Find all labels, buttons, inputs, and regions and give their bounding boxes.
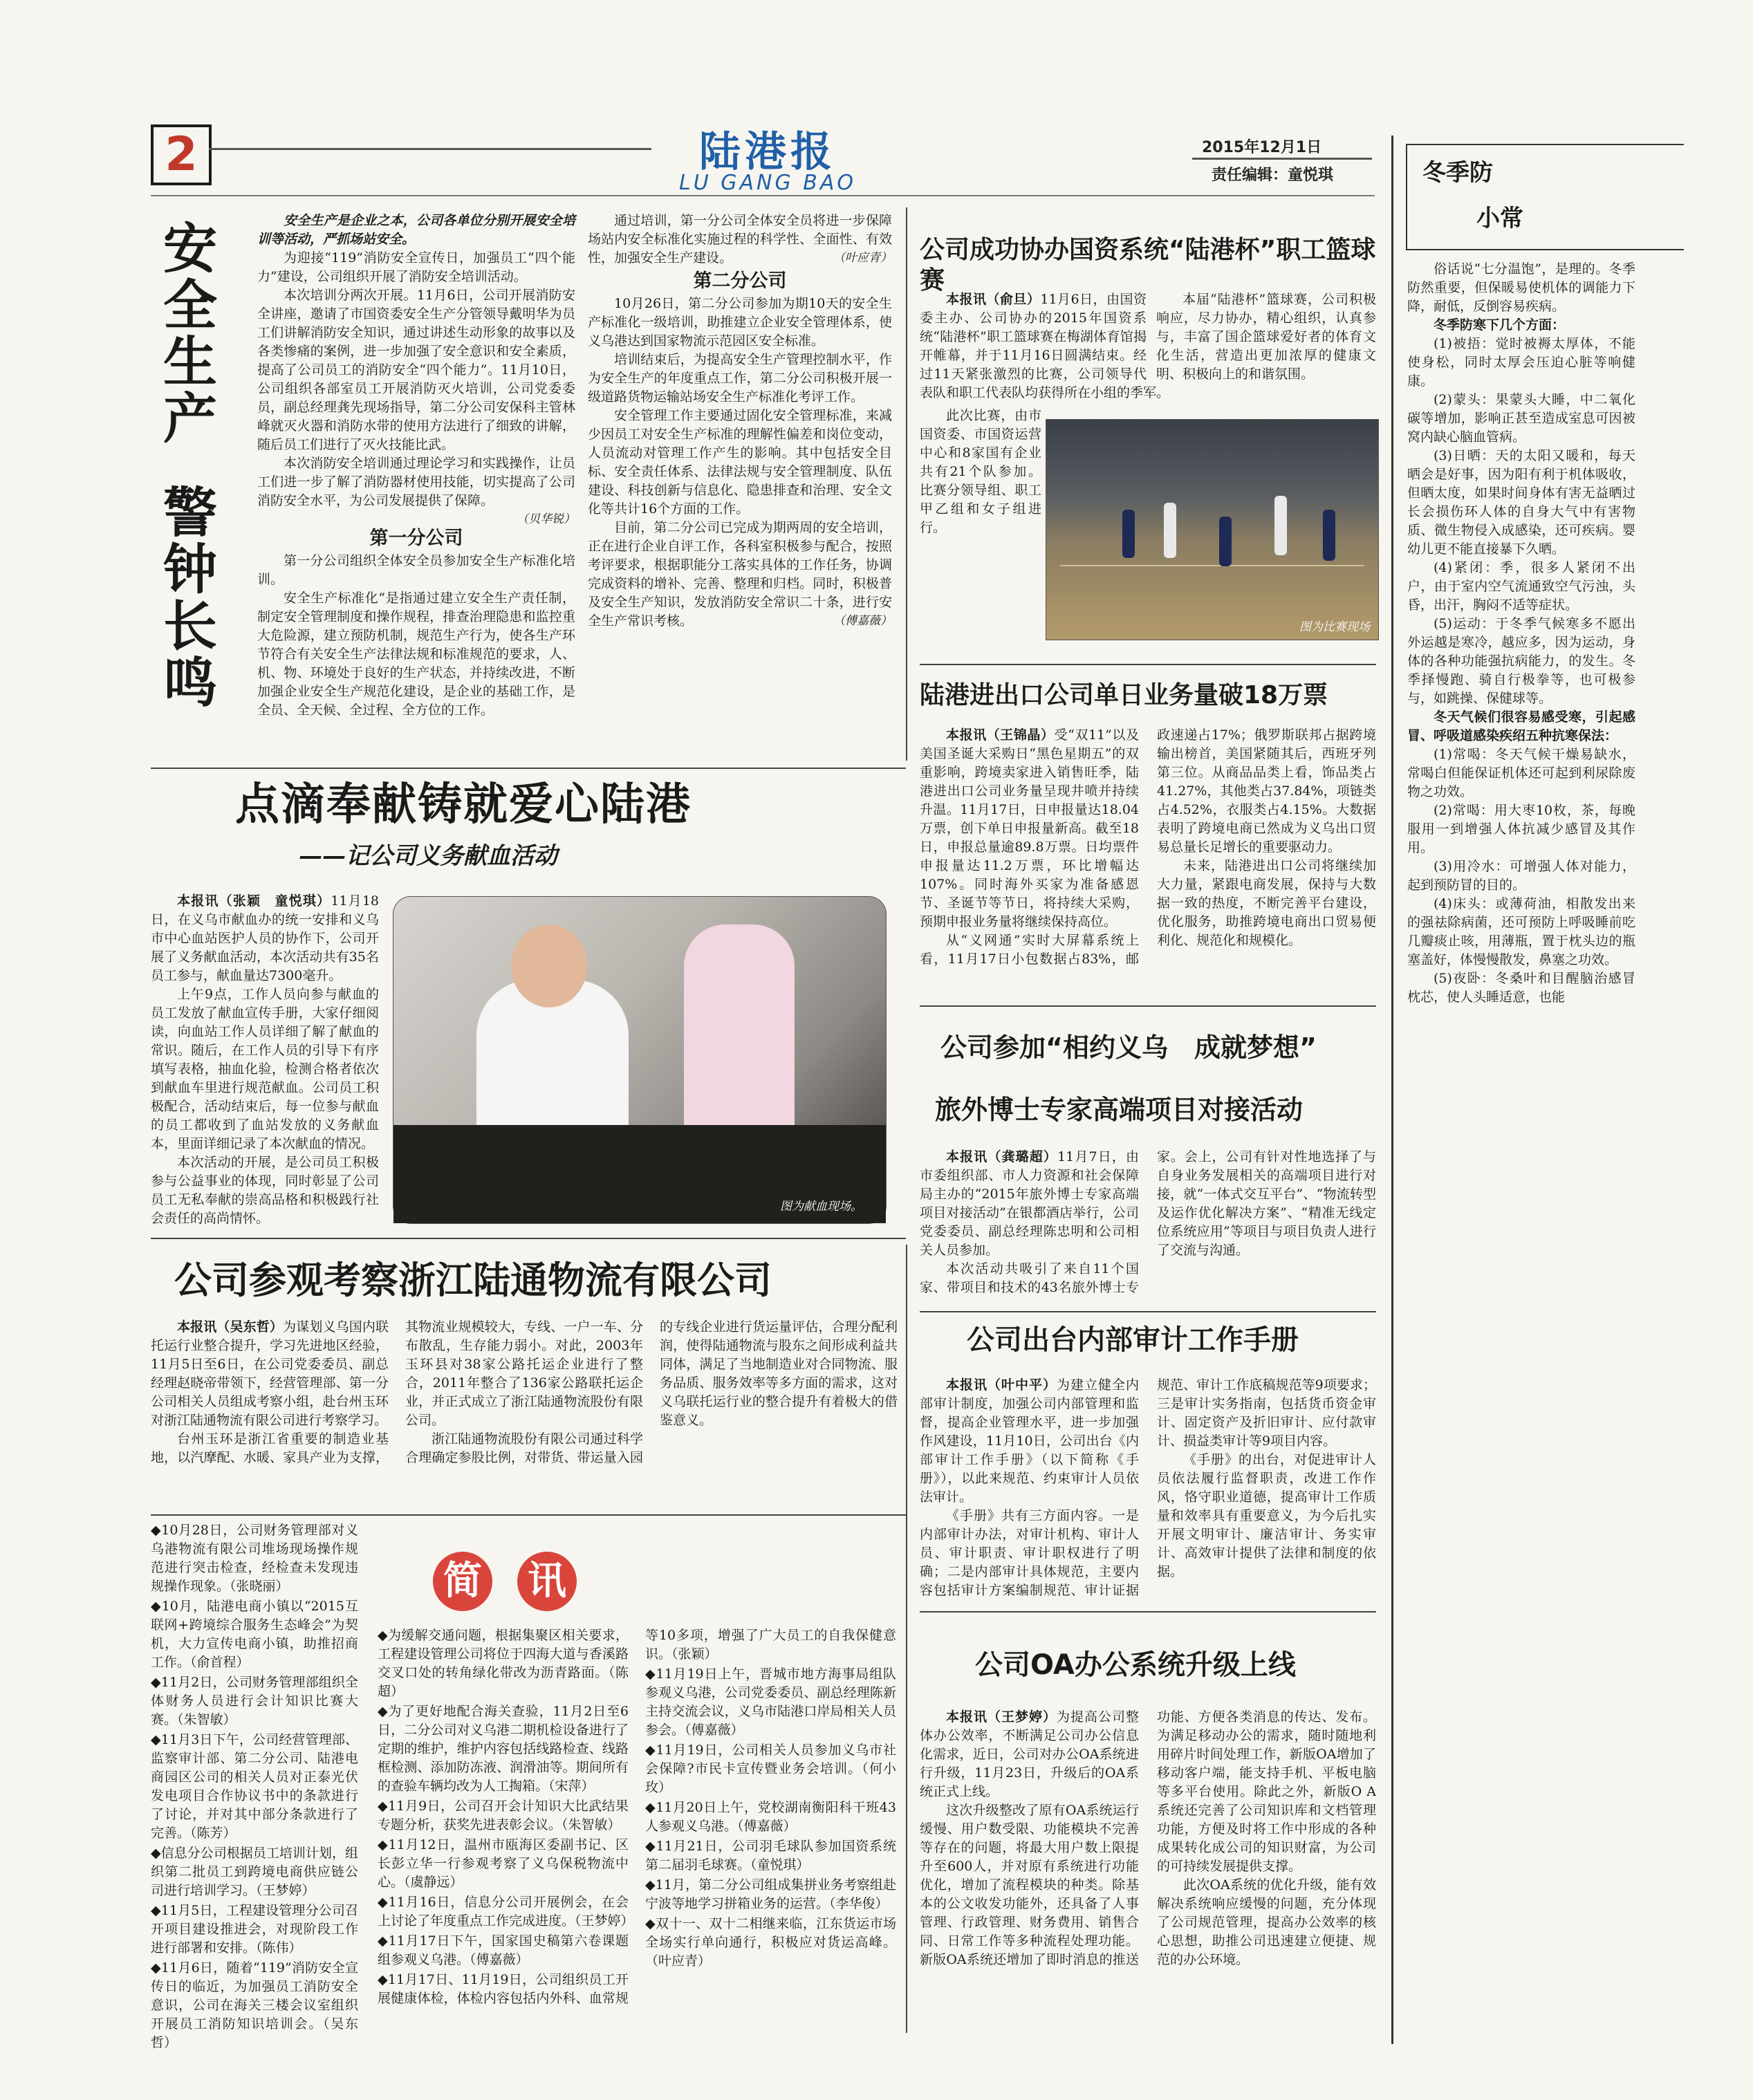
brief-column-left (151, 1521, 358, 2050)
editor-credit: 责任编辑：童悦琪 (1212, 167, 1334, 184)
winter-sub2: 冬天气候们很容易感受寒，引起感冒、呼吸道感染疾绍五种抗寒保法： (1407, 709, 1635, 743)
photo-player (1164, 503, 1176, 558)
brief-column-mid (378, 1626, 896, 2033)
winter-p6: (5)运动：于冬季气候寒多不愿出外运越是寒冷，越应多，因为运动，身体的各种功能强抗病能力，的发生。冬季择慢跑、骑自行极拳等，也可极参与，如跳操、保健球等。 (1407, 616, 1635, 706)
brief-item: ◆为缓解交通问题，根据集聚区相关要求，工程建设管理公司将位于四海大道与香溪路交叉口处的转角绿化带改为沥青路面。（陈超） (378, 1628, 629, 1699)
brief-item: ◆11月，第二分公司组成集拼业务考察组赴宁波等地学习拼箱业务的运营。（李华俊） (645, 1877, 896, 1911)
blood-p3: 本次活动的开展，是公司员工积极参与公益事业的体现，同时彰显了公司员工无私奉献的崇高品格和积极践行社会责任的高尚情怀。 (151, 1155, 379, 1226)
safety-p4: 第一分公司组织全体安全员参加安全生产标准化培训。 (257, 553, 575, 587)
divider-basketball-bottom (920, 664, 1376, 665)
blood-photo (393, 896, 887, 1224)
safety-title-2: 警钟长鸣 (154, 484, 216, 711)
masthead-logo (664, 128, 871, 195)
winter-title-2: 小常 (1476, 205, 1523, 232)
zhejiang-p2: 台州玉环是浙江省重要的制造业基地，以汽摩配、水暖、家具产业为支撑，其物流业规模较大，专线、一户一车、分布散乱，生存能力弱小。对此，2003年玉环县对38家公路托运企业进行了整合，2011年整合了136家公路联托运企业，并正式成立了浙江陆通物流股份有限公司。 (151, 1319, 643, 1465)
masthead-pinyin: LU GANG BAO (679, 171, 856, 195)
safety-title-1: 安全生产 (154, 220, 216, 447)
winter-title-1: 冬季防 (1422, 159, 1493, 187)
page-number-text: 2 (165, 127, 198, 182)
safety-p6: 通过培训，第一分公司全体安全员将进一步保障场站内安全标准化实施过程的科学性、全面性、有效性，加强安全生产建设。 (588, 213, 892, 266)
basketball-title: 公司成功协办国资系统“陆港杯”职工篮球赛 (920, 236, 1376, 295)
basketball-byline: 本报讯（俞旦） (946, 292, 1041, 307)
safety-p10: 目前，第二分公司已完成为期两周的安全培训，正在进行企业自评工作，各科室积极参与配合，按照考评要求，根据职能分工落实具体的工作任务，协调完成资料的增补、完善、整理和归档。同时，积极普及安全生产知识，发放消防安全常识二十条，进行安全生产常识考核。 (588, 520, 892, 629)
brief-item: ◆11月20日上午，党校湖南衡阳科干班43人参观义乌港。（傅嘉薇） (645, 1800, 896, 1834)
blood-caption: 图为献血现场。 (780, 1200, 862, 1214)
safety-p2: 本次培训分两次开展。11月6日，公司开展消防安全讲座，邀请了市国资委安全生产分管领导戴明华为员工们讲解消防安全知识，通过讲述生动形象的故事以及各类惨痛的案例，进一步加强了安全意识和安全素质，提高了公司员工的消防安全“四个能力”。11月10日，公司组织各部室员工开展消防灭火培训，公司党委委员，副总经理龚先现场指导，第二分公司安保科主管林峰就灭火器和消防水带的使用方法进行了细致的讲解，随后员工们进行了灭火技能比武。 (257, 288, 575, 452)
export-p1: 受“双11”以及美国圣诞大采购日“黑色星期五”的双重影响，跨境卖家进入销售旺季，陆港进出口公司业务量呈现井喷并持续升温。11月17日，日申报量达18.04万票，创下单日申报量新高。截至18日，申报总量逾89.8万票。日均票件申报量达11.2万票，环比增幅达107%。同时海外买家为准备感恩节、圣诞节等节日，将持续大采购，预期申报业务量将继续保持高位。 (920, 727, 1139, 929)
brief-item: ◆11月6日，随着“119”消防安全宣传日的临近，为加强员工消防安全意识，公司在海关三楼会议室组织开展员工消防知识培训会。（吴东哲） (151, 1960, 358, 2050)
basketball-p2-block (1156, 290, 1376, 384)
winter-p8: (2)常喝：用大枣10枚，茶，每晚服用一到增强人体抗减少感冒及其作用。 (1407, 803, 1635, 855)
zhejiang-p3: 浙江陆通物流股份有限公司通过科学合理确定参股比例，对带货、带运量入园的专线企业进行货运量评估，合理分配利润，使得陆通物流与股东之间形成利益共同体，满足了当地制造业对合同物流、服务品质、服务效率等多方面的需求，这对义乌联托运行业的整合提升有着极大的借鉴意义。 (405, 1319, 898, 1465)
blood-byline: 本报讯（张颖 童悦琪） (177, 893, 331, 909)
export-p2: 从“义网通”实时大屏幕系统上看，11月17日小包数据占83%，邮政速递占17%；俄罗斯联邦占据跨境输出榜首，美国紧随其后，西班牙列第三位。从商品品类上看，饰品类占41.27%，其他类占37.84%，项链类占4.52%，衣服类占4.15%。大数据表明了跨境电商已然成为义乌出口贸易总量长足增长的重要驱动力。 (920, 727, 1376, 967)
winter-text (1407, 260, 1635, 2030)
safety-p10-sig: （傅嘉薇） (833, 614, 892, 628)
brief-badge-2-text: 讯 (528, 1559, 566, 1604)
masthead-title: 陆港报 (699, 128, 836, 176)
winter-p11: (5)夜卧：冬桑叶和目醒脑治感冒枕芯，使人头睡适意，也能 (1407, 971, 1635, 1005)
brief-item: ◆11月19日，公司相关人员参加义乌市社会保障?市民卡宣传暨业务会培训。（何小玫） (645, 1743, 896, 1795)
boshi-byline: 本报讯（龚璐超） (946, 1149, 1058, 1164)
divider-center (906, 1245, 907, 2033)
winter-strip (1391, 136, 1635, 2044)
brief-item: ◆11月17日、11月19日，公司组织员工开展健康体检，体检内容包括内外科、血常规等10多项，增强了广大员工的自我保健意识。（张颖） (378, 1628, 896, 2006)
header-rule-under (151, 195, 1375, 196)
safety-column-2 (588, 212, 892, 758)
header-rule-left (209, 148, 651, 150)
basketball-photo (1046, 419, 1379, 640)
brief-item: ◆11月21日，公司羽毛球队参加国资系统第二届羽毛球赛。（童悦琪） (645, 1839, 896, 1873)
photo-player (1274, 496, 1287, 555)
brief-item: ◆11月9日，公司召开会计知识大比武结果专题分析，获奖先进表彰会议。（朱智敏） (378, 1799, 629, 1832)
winter-p9: (3)用冷水：可增强人体对能力，起到预防冒的目的。 (1407, 859, 1635, 893)
brief-item: ◆为了更好地配合海关查验，11月2日至6日，二分公司对义乌港二期机检设备进行了定期的维护，维护内容包括线路检查、线路框检测、添加防冻液、润滑油等。期间所有的查验车辆均改为人工掏箱。（宋萍） (378, 1704, 629, 1794)
brief-item: ◆10月，陆港电商小镇以“2015互联网+跨境综合服务生态峰会”为契机，大力宣传电商小镇，助推招商工作。（俞首程） (151, 1599, 358, 1670)
safety-sub2: 第二分公司 (693, 270, 787, 292)
audit-byline: 本报讯（叶中平） (946, 1377, 1057, 1393)
divider-safety-right (906, 207, 907, 761)
safety-p3: 本次消防安全培训通过理论学习和实践操作，让员工们进一步了解了消防器材使用技能，切实提高了公司消防安全水平，为公司发展提供了保障。 (257, 456, 575, 508)
boshi-p2: 本次活动共吸引了来自11个国家、带项目和技术的43名旅外博士专家。会上，公司有针对性地选择了与自身业务发展相关的高端项目进行对接，就“一体式交互平台”、“物流转型及运作优化解决方案”、“精准无线定位系统应用”等项目与项目负责人进行了交流与沟通。 (920, 1149, 1376, 1295)
brief-item: ◆11月16日，信息分公司开展例会，在会上讨论了年度重点工作完成进度。（王梦婷） (378, 1895, 634, 1929)
blood-subtitle: ——记公司义务献血活动 (299, 842, 557, 870)
blood-p2: 上午9点，工作人员向参与献血的员工发放了献血宣传手册，大家仔细阅读，向血站工作人员详细了解了献血的常识。随后，在工作人员的引导下有序填写表格，抽血化验，检测合格者依次到献血车里进行规范献血。公司员工积极配合，活动结束后，每一位参与献血的员工都收到了血站发放的义务献血本，里面详细记录了本次献血的情况。 (151, 987, 379, 1151)
brief-badge-2 (517, 1552, 577, 1611)
winter-p7: (1)常喝：冬天气候干燥易缺水，常喝白但能保证机体还可起到利尿除废物之功效。 (1407, 747, 1635, 799)
brief-item: ◆11月5日，工程建设管理分公司召开项目建设推进会，对现阶段工作进行部署和安排。（陈伟） (151, 1903, 358, 1955)
brief-item: ◆11月17日下午，国家国史稿第六卷课题组参观义乌港。（傅嘉薇） (378, 1933, 629, 1967)
header-rule-right (1192, 158, 1372, 160)
zhejiang-title: 公司参观考察浙江陆通物流有限公司 (174, 1258, 772, 1302)
divider-export-bottom (920, 1005, 1376, 1007)
oa-p3: 此次OA系统的优化升级，能有效解决系统响应缓慢的问题，充分体现了公司规范管理，提高办公效率的核心思想，助推公司迅速建立便捷、规范的办公环境。 (1157, 1877, 1376, 1967)
winter-p1: 俗话说“七分温饱”，是理的。冬季防然重要，但保暖易使机体的调能力下降，耐低，反倒容易疾病。 (1407, 261, 1635, 314)
divider-blood-top (151, 768, 906, 769)
brief-badge-1-text: 简 (443, 1559, 482, 1604)
safety-p6-sig: （叶应青） (833, 251, 892, 265)
divider-briefs-top (151, 1514, 906, 1516)
oa-title: 公司OA办公系统升级上线 (975, 1649, 1296, 1681)
blood-p1: 11月18日，在义乌市献血办的统一安排和义乌市中心血站医护人员的协作下，公司开展了义务献血活动，本次活动共有35名员工参与，献血量达7300毫升。 (151, 893, 379, 983)
brief-item: ◆信息分公司根据员工培训计划，组织第二批员工到跨境电商供应链公司进行培训学习。（王梦婷） (151, 1846, 358, 1898)
safety-p9: 安全管理工作主要通过固化安全管理标准，来减少因员工对安全生产标准的理解性偏差和岗位变动，人员流动对管理工作产生的影响。其中包括安全目标、安全责任体系、法律法规与安全管理制度、队伍建设、科技创新与信息化、隐患排查和治理、安全文化等共计16个方面的工作。 (588, 408, 892, 517)
safety-sub1: 第一分公司 (369, 528, 463, 549)
brief-item: ◆11月2日，公司财务管理部组织全体财务人员进行会计知识比赛大赛。（朱智敏） (151, 1675, 358, 1727)
safety-p7: 10月26日，第二分公司参加为期10天的安全生产标准化一级培训，助推建立企业安全管理体系，使义乌港达到国家物流示范园区安全标准。 (588, 296, 892, 349)
photo-player (1122, 510, 1135, 558)
zhejiang-p1: 为谋划义乌国内联托运行业整合提升，学习先进地区经验，11月5日至6日，在公司党委委员、副总经理赵晓帝带领下，经营管理部、第一分公司相关人员组成考察小组，赴台州玉环对浙江陆通物流有限公司进行考察学习。 (151, 1319, 389, 1428)
safety-p1: 为迎接“119”消防安全宣传日，加强员工“四个能力”建设，公司组织开展了消防安全培训活动。 (257, 250, 575, 284)
safety-column-1 (257, 212, 575, 737)
boshi-p1: 11月7日，由市委组织部、市人力资源和社会保障局主办的“2015年旅外博士专家高端项目对接活动”在银都酒店举行，公司党委委员、副总经理陈忠明和公司相关人员参加。 (920, 1149, 1139, 1258)
oa-p1: 为提高公司整体办公效率，不断满足公司办公信息化需求，近日，公司对办公OA系统进行升级，11月23日，升级后的OA系统正式上线。 (920, 1709, 1139, 1799)
safety-p8: 培训结束后，为提高安全生产管理控制水平，作为安全生产的年度重点工作，第二分公司积极开展一级道路货物运输站场安全生产标准化考评工作。 (588, 352, 892, 405)
brief-item: ◆双十一、双十二相继来临，江东货运市场全场实行单向通行，积极应对货运高峰。（叶应青） (645, 1916, 896, 1969)
brief-item: ◆11月12日，温州市瓯海区委副书记、区长彭立华一行参观考察了义乌保税物流中心。（虞静远） (378, 1837, 629, 1890)
winter-sub1: 冬季防寒下几个方面： (1434, 317, 1566, 333)
photo-player (1323, 510, 1335, 561)
photo-donor-head (511, 924, 587, 1007)
photo-player (1219, 517, 1232, 566)
basketball-p3-block (920, 407, 1041, 537)
oa-p2: 这次升级整改了原有OA系统运行缓慢、用户数受限、功能模块不完善等存在的问题，将最大用户数上限提升至600人，并对原有系统进行功能优化，增加了流程模块的种类。除基本的公文收发功能外，还具备了人事管理、行政管理、财务费用、销售合同、日常工作等多种流程处理功能。新版OA系统还增加了即时消息的推送功能、方便各类消息的传达、发布。为满足移动办公的需求，随时随地利用碎片时间处理工作，新版OA增加了移动客户端，能支持手机、平板电脑等多平台使用。除此之外，新版O A系统还完善了公司知识库和文档管理功能，方便及时将工作中形成的各种成果转化成公司的知识财富，为公司的可持续发展提供支撑。 (920, 1709, 1376, 1967)
audit-title: 公司出台内部审计工作手册 (967, 1324, 1299, 1356)
blood-text (151, 892, 379, 1226)
photo-court-lines (1060, 565, 1364, 566)
safety-p5: 安全生产标准化”是指通过建立安全生产责任制，制定安全管理制度和操作规程，排查治理隐患和监控重大危险源，建立预防机制，规范生产行为，使各生产环节符合有关安全生产法律法规和标准规范的要求，人、机、物、环境处于良好的生产状态，并持续改进，不断加强企业安全生产规范化建设，是企业的基础工作，是全员、全天候、全过程、全方位的工作。 (257, 591, 575, 718)
oa-text (920, 1708, 1376, 2033)
winter-p2: (1)被捂：觉时被褥太厚体，不能使身松，同时太厚会压迫心脏等响健康。 (1407, 336, 1635, 389)
winter-p10: (4)床头：或薄荷油，相散发出来的强祛除病菌，还可预防上呼吸睡前吃几瓣痰止咳，用薄瓶，置于枕头边的瓶塞盖好，体慢慢散发，鼻塞之功效。 (1407, 896, 1635, 967)
audit-text (920, 1376, 1376, 1604)
winter-p4: (3)日晒：天的太阳又暖和，每天晒会是好事，因为阳有利于机体吸收，但晒太度，如果时间身体有害无益晒过长会损伤环人体的自身大气中有害物质、微生物侵入成感染，还可疾病。婴幼儿更不能直接暴下久晒。 (1407, 448, 1635, 557)
audit-p1: 为建立健全内部审计制度，加强公司内部管理和监督，提高企业管理水平，进一步加强作风建设，11月10日，公司出台《内部审计工作手册》（以下简称《手册》），以此来规范、约束审计人员依法审计。 (920, 1377, 1139, 1505)
brief-item: ◆11月19日上午，晋城市地方海事局组队参观义乌港，公司党委委员、副总经理陈新主持交流会议，义乌市陆港口岸局相关人员参会。（傅嘉薇） (645, 1666, 896, 1738)
boshi-text (920, 1148, 1376, 1307)
divider-boshi-bottom (920, 1311, 1376, 1312)
brief-item: ◆11月3日下午，公司经营管理部、监察审计部、第二分公司、陆港电商园区公司的相关人员对正泰光伏发电项目合作协议书中的条款进行了讨论，并对其中部分条款进行了完善。（陈芳） (151, 1732, 358, 1841)
basketball-p2: 本届“陆港杯”篮球赛，公司积极响应，尽力协办，精心组织，认真参与，丰富了国企篮球爱好者的体育文化生活，营造出更加浓厚的健康文明、积极向上的和谐氛围。 (1156, 292, 1376, 382)
brief-item: ◆10月28日，公司财务管理部对义乌港物流有限公司堆场现场操作规范进行突击检查，经检查未发现违规操作现象。（张晓丽） (151, 1523, 358, 1594)
divider-blood-bottom (151, 1238, 906, 1239)
winter-p3: (2)蒙头：果蒙头大睡，中二氧化碳等增加，影响正甚至造成室息可因被窝内缺心脑血管病。 (1407, 392, 1635, 445)
basketball-p3: 此次比赛，由市国资委、市国资运营中心和8家国有企业共有21个队参加。比赛分领导组、职工甲乙组和女子组进行。 (920, 408, 1041, 535)
oa-byline: 本报讯（王梦婷） (946, 1709, 1057, 1725)
boshi-title-1: 公司参加“相约义乌 成就梦想” (940, 1032, 1317, 1063)
export-p3: 未来，陆港进出口公司将继续加大力量，紧跟电商发展，保持与大数据一致的热度，不断完善平台建设，优化服务，助推跨境电商出口贸易便利化、规范化和规模化。 (1157, 858, 1376, 948)
safety-intro: 安全生产是企业之本，公司各单位分别开展安全培训等活动，严抓场站安全。 (257, 213, 575, 247)
zhejiang-text (151, 1318, 898, 1505)
divider-audit-bottom (920, 1611, 1376, 1613)
photo-nurse (684, 924, 795, 1132)
audit-p3: 《手册》的出台，对促进审计人员依法履行监督职责，改进工作作风，恪守职业道德，提高审计工作质量和效率具有重要意义，为今后扎实开展文明审计、廉洁审计、务实审计、高效审计提供了法律和制度的依据。 (1157, 1452, 1376, 1579)
export-byline: 本报讯（王锦晶） (946, 727, 1055, 743)
boshi-title-2: 旅外博士专家高端项目对接活动 (935, 1095, 1304, 1125)
safety-p3-sig: （贝华锐） (517, 512, 575, 526)
export-title: 陆港进出口公司单日业务量破18万票 (920, 681, 1328, 709)
brief-badge-1 (433, 1552, 492, 1611)
issue-date: 2015年12月1日 (1202, 139, 1322, 156)
winter-p5: (4)紧闭：季，很多人紧闭不出户，由于室内空气流通致空气污浊，头昏，出汗，胸闷不适等症状。 (1407, 560, 1635, 613)
basketball-caption: 图为比赛现场 (1299, 620, 1370, 634)
page-number (151, 124, 212, 185)
export-text (920, 726, 1376, 996)
audit-p2: 《手册》共有三方面内容。一是内部审计办法，对审计机构、审计人员、审计职责、审计职权进行了明确；二是内部审计具体规范，主要内容包括审计方案编制规范、审计证据规范、审计工作底稿规范等9项要求；三是审计实务指南，包括货币资金审计、固定资产及折旧审计、应付款审计、损益类审计等9项目内容。 (920, 1377, 1376, 1598)
blood-title: 点滴奉献铸就爱心陆港 (235, 779, 692, 830)
zhejiang-byline: 本报讯（吴东哲） (177, 1319, 284, 1335)
basketball-p1: 11月6日，由国资委主办、公司协办的2015年国资系统“陆港杯”职工篮球赛在梅湖体育馆揭开帷幕，并于11月16日圆满结束。经过11天紧张激烈的比赛，公司领导代表队和职工代表队均获得所在小组的季军。 (920, 292, 1170, 400)
